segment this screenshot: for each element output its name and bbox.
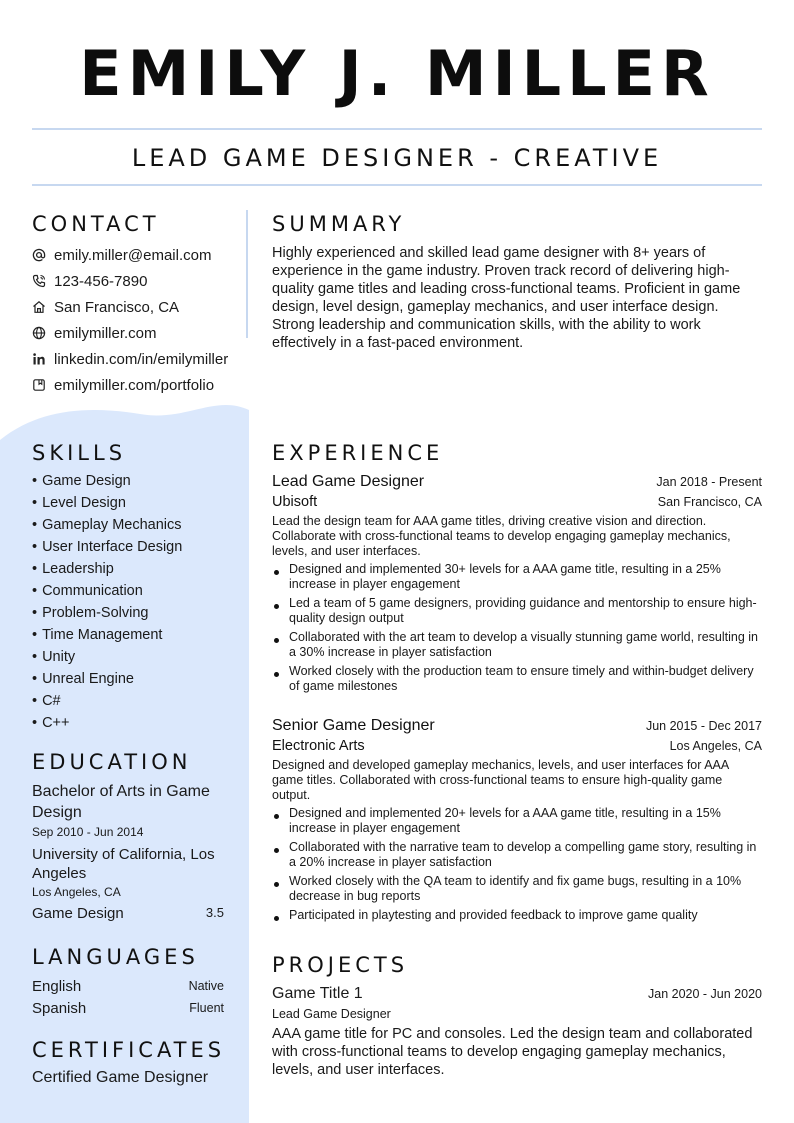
contact-email[interactable] bbox=[32, 242, 247, 268]
job-bullet: Led a team of 5 game designers, providing guidance and mentorship to ensure high-quality design output bbox=[272, 596, 762, 626]
education-heading: EDUCATION bbox=[32, 750, 192, 774]
skill-item: • Time Management bbox=[32, 624, 242, 646]
globe-icon bbox=[32, 325, 54, 341]
education-degree: Bachelor of Arts in Game Design bbox=[32, 783, 210, 821]
skill-item: • Unreal Engine bbox=[32, 668, 242, 690]
at-icon bbox=[32, 247, 54, 263]
contact-linkedin-text: linkedin.com/in/emilymiller bbox=[54, 350, 229, 368]
contact-heading: CONTACT bbox=[32, 212, 160, 236]
job-bullet: Worked closely with the production team to ensure timely and within-budget delivery of game milestones bbox=[272, 664, 762, 694]
contact-email-text: emily.miller@email.com bbox=[54, 246, 212, 264]
contact-portfolio-text: emilymiller.com/portfolio bbox=[54, 376, 215, 394]
project-item bbox=[272, 985, 762, 1079]
job-bullet: Collaborated with the narrative team to develop a compelling game story, resulting in a 20% increase in player satisfaction bbox=[272, 840, 762, 870]
contact-portfolio[interactable] bbox=[32, 372, 247, 398]
project-description: AAA game title for PC and consoles. Led the design team and collaborated with cross-functional teams to develop engaging gameplay mechanics, levels, and user interfaces. bbox=[272, 1026, 753, 1078]
contact-location-text: San Francisco, CA bbox=[54, 298, 180, 316]
contact-website-text: emilymiller.com bbox=[54, 324, 157, 342]
job-location: San Francisco, CA bbox=[657, 495, 762, 509]
language-item bbox=[32, 975, 224, 997]
home-icon bbox=[32, 299, 54, 315]
contact-linkedin[interactable] bbox=[32, 346, 247, 372]
job-bullets bbox=[272, 562, 762, 694]
contact-website[interactable] bbox=[32, 320, 247, 346]
header-rule-bottom bbox=[32, 184, 762, 186]
languages-list bbox=[32, 975, 224, 1019]
contact-phone-text: 123-456-7890 bbox=[54, 272, 148, 290]
education-dates: Sep 2010 - Jun 2014 bbox=[32, 825, 144, 839]
skill-item: • C# bbox=[32, 690, 242, 712]
job-bullets bbox=[272, 806, 762, 923]
resume-job-title: LEAD GAME DESIGNER - CREATIVE bbox=[131, 144, 663, 172]
skill-item: • Level Design bbox=[32, 492, 242, 514]
experience-job-1 bbox=[272, 473, 762, 698]
job-title: Lead Game Designer bbox=[272, 473, 425, 490]
phone-icon bbox=[32, 273, 54, 289]
languages-heading: LANGUAGES bbox=[32, 945, 199, 969]
language-item bbox=[32, 997, 224, 1019]
skill-item: • Unity bbox=[32, 646, 242, 668]
contact-phone[interactable] bbox=[32, 268, 247, 294]
contact-list bbox=[32, 242, 247, 398]
skill-item: • Leadership bbox=[32, 558, 242, 580]
summary-heading: SUMMARY bbox=[272, 212, 406, 236]
job-bullet: Designed and implemented 30+ levels for a AAA game title, resulting in a 25% increase in player engagement bbox=[272, 562, 762, 592]
project-role: Lead Game Designer bbox=[272, 1007, 391, 1021]
projects-heading: PROJECTS bbox=[272, 953, 409, 977]
job-location: Los Angeles, CA bbox=[669, 739, 762, 753]
summary-text: Highly experienced and skilled lead game designer with 8+ years of experience in the game industry. Proven track record of delivering high-quality game titles and leading cross-functional teams. Proficient in game design, level design, gameplay mechanics, and user interface design. Strong leadership and communication skills, with the ability to work effectively in a fast-paced environment. bbox=[272, 245, 741, 351]
contact-location bbox=[32, 294, 247, 320]
skills-heading: SKILLS bbox=[32, 441, 127, 465]
certificates-heading: CERTIFICATES bbox=[32, 1038, 226, 1062]
project-dates: Jan 2020 - Jun 2020 bbox=[648, 987, 762, 1001]
job-description: Designed and developed gameplay mechanics, levels, and user interfaces for AAA game titles. Collaborated with cross-functional teams to ensure high-quality game output. bbox=[272, 758, 729, 802]
job-bullet: Participated in playtesting and provided feedback to improve game quality bbox=[272, 908, 762, 923]
language-name: English bbox=[32, 977, 82, 995]
job-dates: Jan 2018 - Present bbox=[656, 475, 762, 489]
skill-item: • Communication bbox=[32, 580, 242, 602]
skill-item: • C++ bbox=[32, 712, 242, 734]
job-dates: Jun 2015 - Dec 2017 bbox=[645, 719, 762, 733]
resume-name: EMILY J. MILLER bbox=[79, 37, 715, 110]
job-company: Electronic Arts bbox=[272, 738, 365, 754]
portfolio-icon bbox=[32, 377, 54, 393]
job-description: Lead the design team for AAA game titles, driving creative vision and direction. Collaborate with cross-functional teams to develop engaging gameplay mechanics, levels, and user interfaces. bbox=[272, 514, 731, 558]
skill-item: • Game Design bbox=[32, 470, 242, 492]
linkedin-icon bbox=[32, 351, 54, 367]
education-field-row bbox=[32, 905, 224, 922]
education-school: University of California, Los Angeles bbox=[32, 846, 215, 882]
job-bullet: Collaborated with the art team to develop a visually stunning game world, resulting in a 30% increase in player satisfaction bbox=[272, 630, 762, 660]
job-bullet: Designed and implemented 20+ levels for a AAA game title, resulting in a 15% increase in player engagement bbox=[272, 806, 762, 836]
header-rule-top bbox=[32, 128, 762, 130]
experience-heading: EXPERIENCE bbox=[272, 441, 444, 465]
experience-job-2 bbox=[272, 717, 762, 927]
education-gpa: 3.5 bbox=[205, 905, 224, 920]
language-level: Native bbox=[188, 979, 224, 993]
education-location: Los Angeles, CA bbox=[32, 885, 121, 899]
skill-item: • User Interface Design bbox=[32, 536, 242, 558]
language-name: Spanish bbox=[32, 999, 87, 1017]
skill-item: • Problem-Solving bbox=[32, 602, 242, 624]
job-bullet: Worked closely with the QA team to identify and fix game bugs, resulting in a 10% decrease in bug reports bbox=[272, 874, 762, 904]
language-level: Fluent bbox=[189, 1001, 224, 1015]
skill-item: • Gameplay Mechanics bbox=[32, 514, 242, 536]
project-title: Game Title 1 bbox=[272, 985, 363, 1002]
certificate-item: Certified Game Designer bbox=[32, 1069, 209, 1086]
education-field: Game Design bbox=[32, 905, 124, 922]
job-company: Ubisoft bbox=[272, 494, 318, 510]
job-title: Senior Game Designer bbox=[272, 717, 435, 734]
skills-list bbox=[32, 470, 242, 734]
